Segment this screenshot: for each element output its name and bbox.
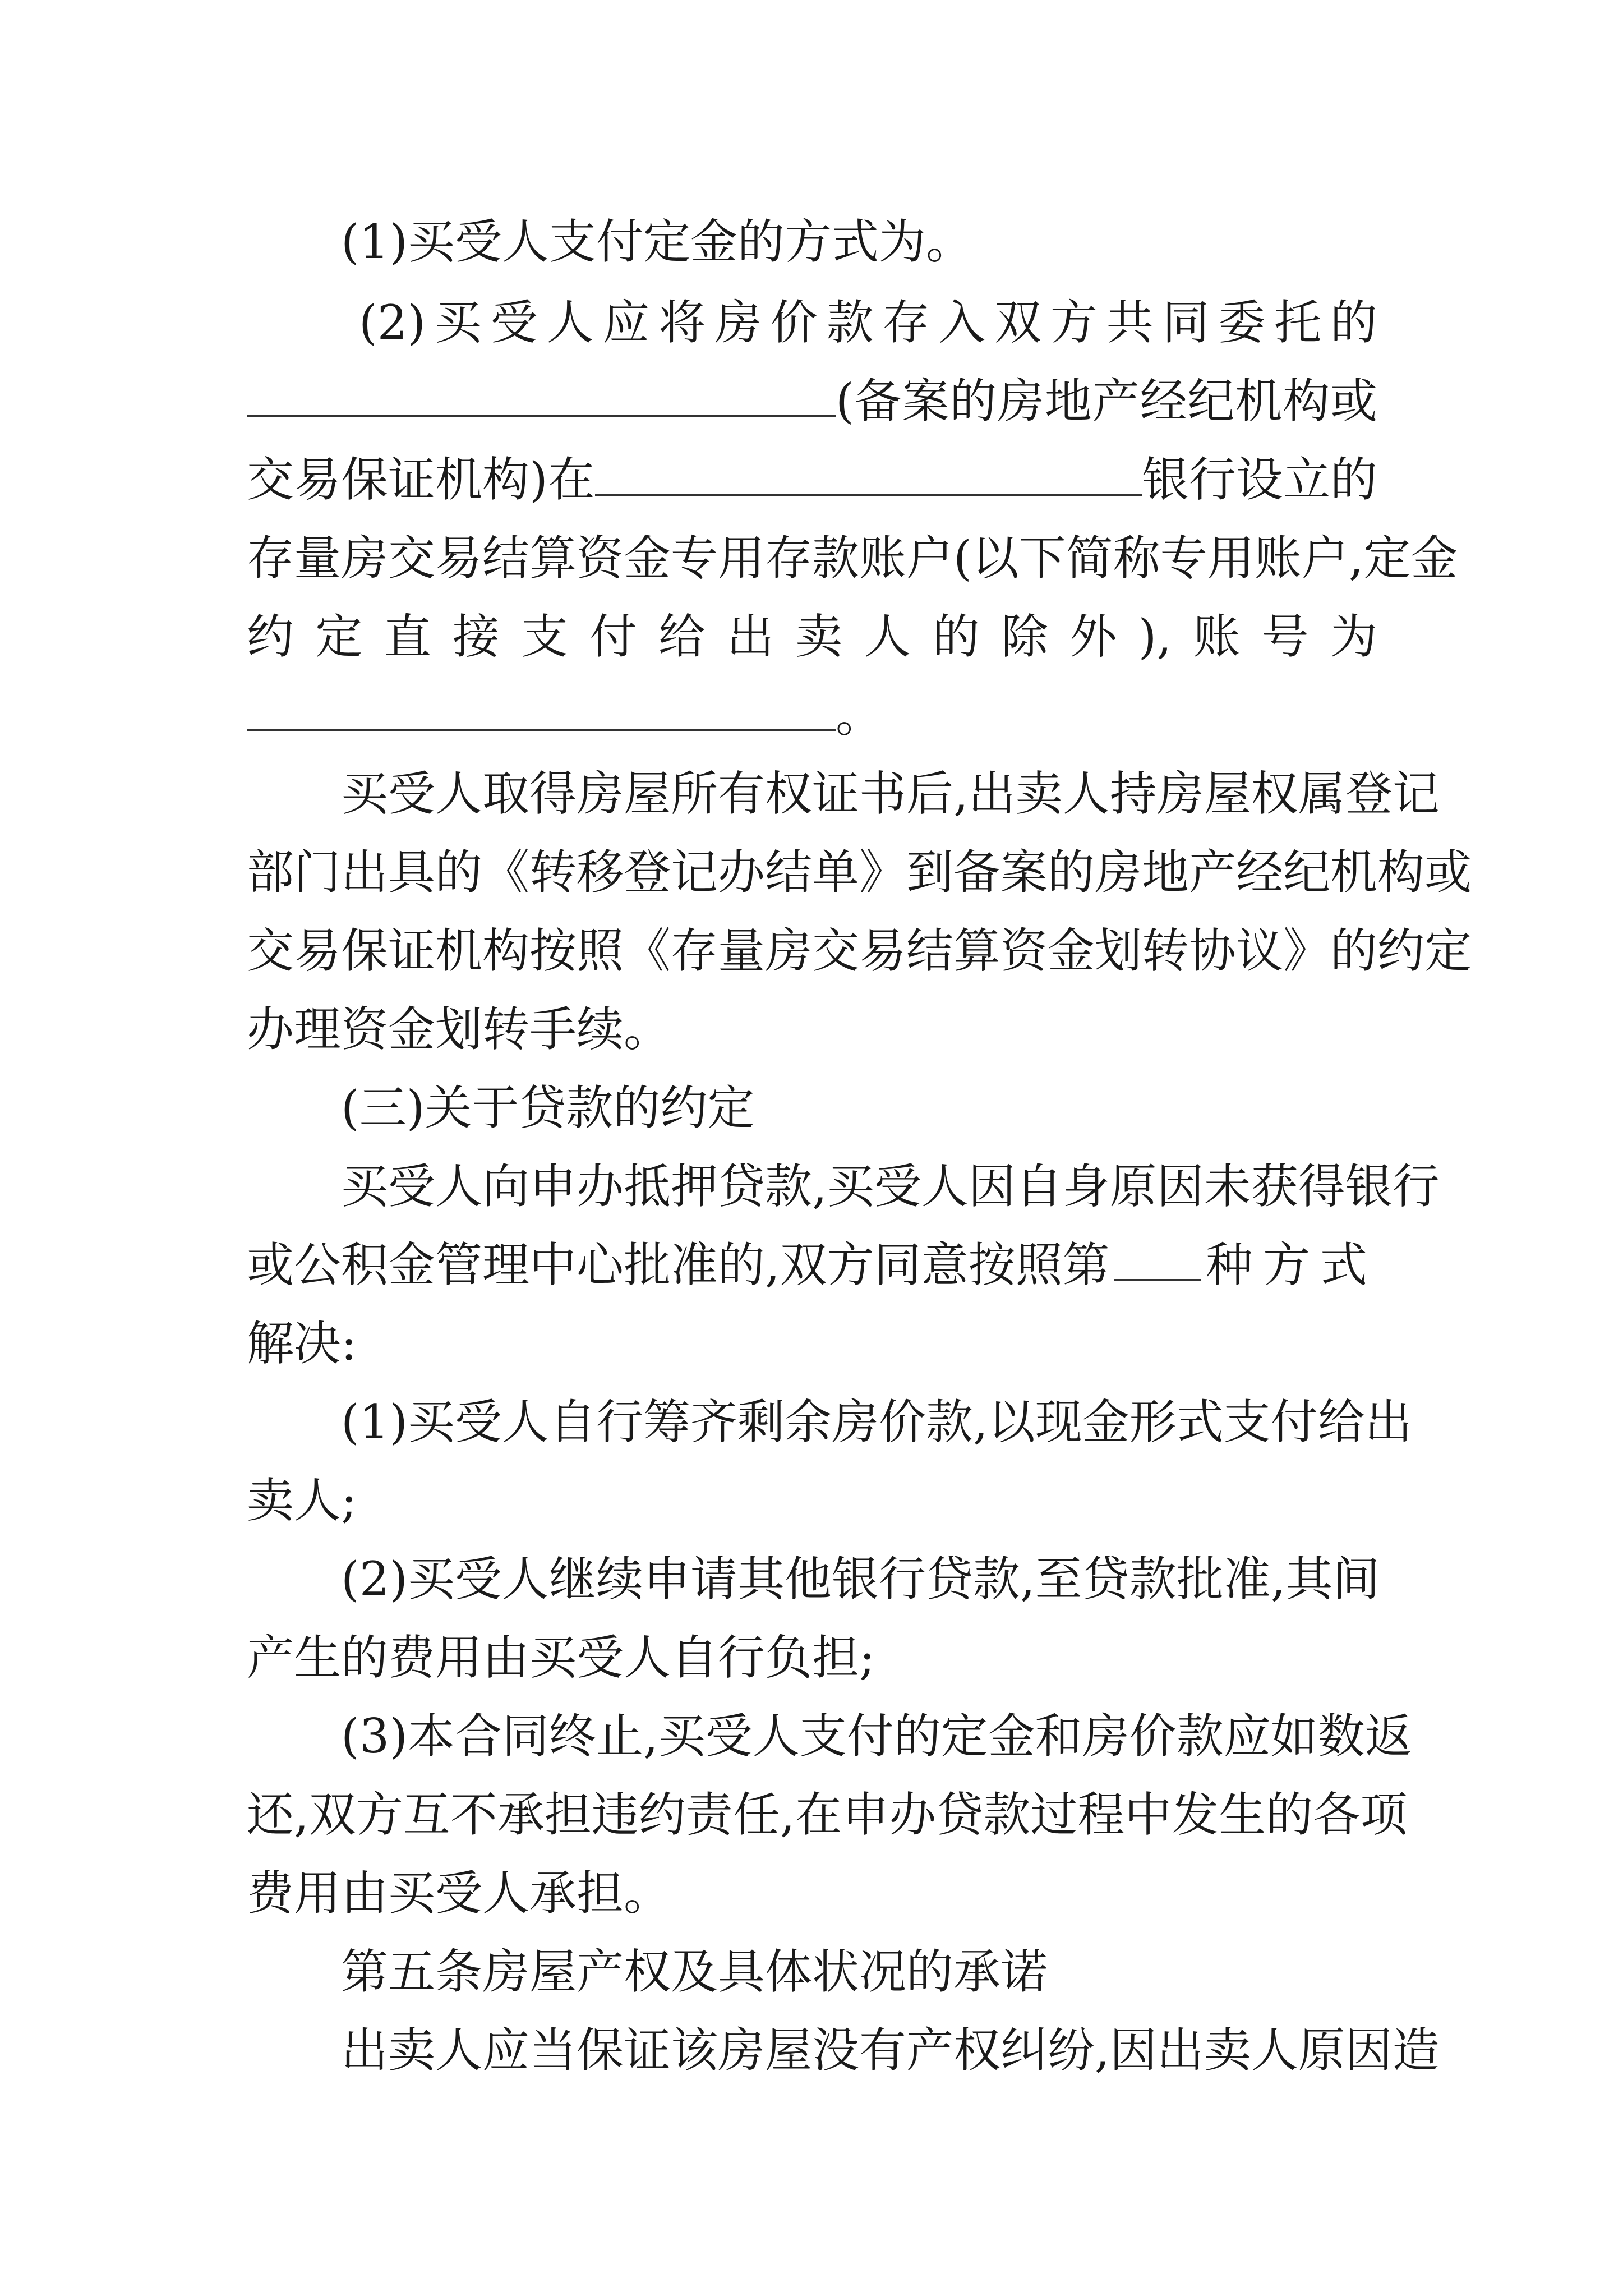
paragraph-line: 费用由买受人承担。 [247, 1866, 671, 1921]
paragraph-line [247, 684, 1377, 746]
paragraph-line: 部门出具的《转移登记办结单》到备案的房地产经纪机构或 [247, 845, 1472, 900]
paragraph-line: 卖人; [247, 1473, 357, 1528]
fill-in-blank[interactable] [247, 377, 836, 417]
paragraph-line [247, 449, 1377, 510]
paragraph-line: 存量房交易结算资金专用存款账户(以下简称专用账户,定金 [247, 531, 1458, 586]
list-item: (3)本合同终止,买受人支付的定金和房价款应如数返 [341, 1709, 1412, 1764]
line-text: (备案的房地产经纪机构或 [836, 374, 1377, 429]
fill-in-blank[interactable] [1114, 1241, 1201, 1281]
paragraph-line: (2)买受人应将房价款存入双方共同委托的 [359, 295, 1377, 350]
paragraph-line: 交易保证机构按照《存量房交易结算资金划转协议》的约定 [247, 923, 1472, 978]
fill-in-blank[interactable] [595, 455, 1142, 496]
list-item: (2)买受人继续申请其他银行贷款,至贷款批准,其间 [341, 1552, 1380, 1607]
paragraph-line [247, 1234, 1377, 1296]
line-text: 。 [836, 688, 883, 743]
paragraph-line: 还,双方互不承担违约责任,在申办贷款过程中发生的各项 [247, 1787, 1408, 1842]
paragraph-line: 约定直接支付给出卖人的除外),账号为 [247, 609, 1377, 664]
paragraph-line: 办理资金划转手续。 [247, 1002, 671, 1057]
paragraph-line [247, 370, 1377, 432]
paragraph-line: 买受人取得房屋所有权证书后,出卖人持房屋权属登记 [341, 766, 1440, 821]
paragraph-line: 解决: [247, 1316, 357, 1371]
line-text: 种方式 [1205, 1237, 1377, 1292]
line-text: 交易保证机构)在 [247, 452, 595, 507]
paragraph-line: 买受人向申办抵押贷款,买受人因自身原因未获得银行 [341, 1159, 1440, 1214]
paragraph-line: (1)买受人支付定金的方式为。 [341, 214, 973, 269]
list-item: (1)买受人自行筹齐剩余房价款,以现金形式支付给出 [341, 1395, 1412, 1450]
section-heading: (三)关于贷款的约定 [341, 1080, 755, 1135]
paragraph-line: 出卖人应当保证该房屋没有产权纠纷,因出卖人原因造 [341, 2023, 1440, 2078]
article-heading: 第五条房屋产权及具体状况的承诺 [341, 1944, 1048, 1999]
paragraph-line: 产生的费用由买受人自行负担; [247, 1630, 875, 1685]
line-text: 或公积金管理中心批准的,双方同意按照第 [247, 1237, 1110, 1292]
fill-in-blank[interactable] [247, 691, 836, 731]
line-text: 银行设立的 [1141, 452, 1377, 507]
